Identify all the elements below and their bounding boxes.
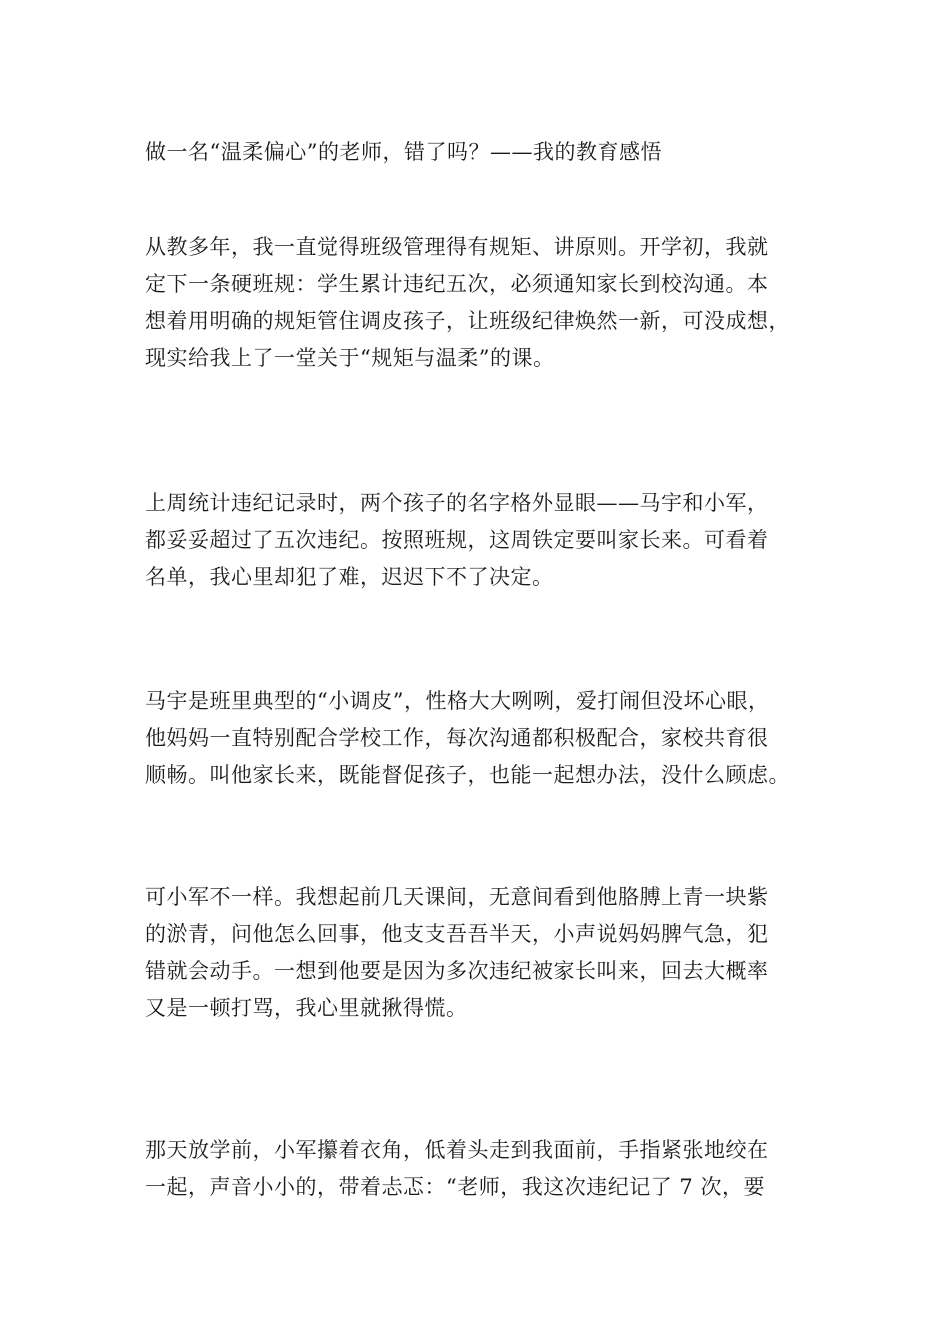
paragraph-line: 上周统计违纪记录时，两个孩子的名字格外显眼——马宇和小军， <box>145 491 769 515</box>
paragraph-5 <box>145 1131 825 1205</box>
paragraph-line: 又是一顿打骂，我心里就揪得慌。 <box>145 996 468 1020</box>
paragraph-line: 的淤青，问他怎么回事，他支支吾吾半天，小声说妈妈脾气急，犯 <box>145 922 769 946</box>
paragraph-line: 马宇是班里典型的“小调皮”，性格大大咧咧，爱打闹但没坏心眼， <box>145 689 770 713</box>
paragraph-4 <box>145 878 825 1026</box>
paragraph-line: 错就会动手。一想到他要是因为多次违纪被家长叫来，回去大概率 <box>145 959 769 983</box>
paragraph-line: 想着用明确的规矩管住调皮孩子，让班级纪律焕然一新，可没成想， <box>145 309 790 333</box>
paragraph-line: 他妈妈一直特别配合学校工作，每次沟通都积极配合，家校共育很 <box>145 726 769 750</box>
paragraph-1 <box>145 229 825 377</box>
paragraph-line: 定下一条硬班规：学生累计违纪五次，必须通知家长到校沟通。本 <box>145 272 769 296</box>
paragraph-line: 现实给我上了一堂关于“规矩与温柔”的课。 <box>145 346 555 370</box>
paragraph-line: 一起，声音小小的，带着忐忑：“老师，我这次违纪记了 7 次，要 <box>145 1175 765 1199</box>
paragraph-line: 顺畅。叫他家长来，既能督促孩子，也能一起想办法，没什么顾虑。 <box>145 763 790 787</box>
paragraph-line: 可小军不一样。我想起前几天课间，无意间看到他胳膊上青一块紫 <box>145 885 769 909</box>
paragraph-3 <box>145 682 825 793</box>
paragraph-2 <box>145 484 825 595</box>
paragraph-line: 名单，我心里却犯了难，迟迟下不了决定。 <box>145 565 554 589</box>
paragraph-line: 那天放学前，小军攥着衣角，低着头走到我面前，手指紧张地绞在 <box>145 1138 769 1162</box>
paragraph-line: 都妥妥超过了五次违纪。按照班规，这周铁定要叫家长来。可看着 <box>145 528 769 552</box>
document-title: 做一名“温柔偏心”的老师，错了吗？——我的教育感悟 <box>145 140 662 164</box>
paragraph-line: 从教多年，我一直觉得班级管理得有规矩、讲原则。开学初，我就 <box>145 235 769 259</box>
